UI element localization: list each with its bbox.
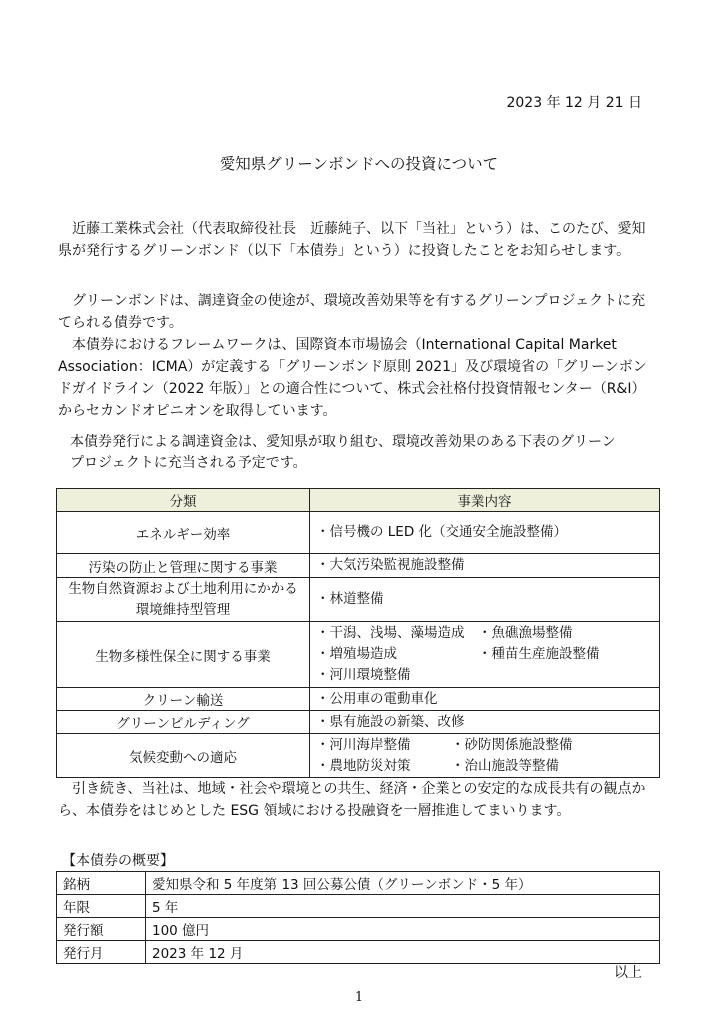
row-content: ・林道整備 (310, 578, 660, 622)
table-row (57, 918, 660, 941)
closing-mark: 以上 (614, 965, 642, 981)
row-category: クリーン輸送 (57, 688, 310, 711)
row-content: ・県有施設の新築、改修 (310, 711, 660, 734)
green-bond-definition-paragraph: グリーンボンドは、調達資金の使途が、環境改善効果等を有するグリーンプロジェクトに充てられる債券です。 (58, 293, 646, 331)
table-row (57, 622, 660, 688)
row-category: エネルギー効率 (57, 512, 310, 554)
framework-paragraph: 本債券におけるフレームワークは、国際資本市場協会（International Capital Market Association：ICMA）が定義する「グリーンボンド原則 2021」及び環境省の「グリーンボンドガイドライン（2022 年版）」との適合性について、株式会社格付投資情報センター（R&I）からセカンドオピニオンを取得しています。 (58, 337, 647, 419)
table-row (57, 941, 660, 964)
row-content: ・信号機の LED 化（交通安全施設整備） (310, 512, 660, 554)
table-header-row (57, 489, 660, 512)
table-row (57, 895, 660, 918)
table-row (57, 734, 660, 778)
overview-label: 発行月 (57, 941, 146, 964)
row-content: ・公用車の電動車化 (310, 688, 660, 711)
green-bond-section (58, 290, 656, 422)
overview-value: 100 億円 (146, 918, 660, 941)
row-category: 気候変動への適応 (57, 734, 310, 778)
table-row (57, 711, 660, 734)
table-row (57, 872, 660, 895)
row-content: ・河川海岸整備 ・砂防関係施設整備 ・農地防災対策 ・治山施設等整備 (310, 734, 660, 778)
row-content: ・大気汚染監視施設整備 (310, 554, 660, 578)
row-category: 生物多様性保全に関する事業 (57, 622, 310, 688)
intro-paragraph: 近藤工業株式会社（代表取締役社長 近藤純子、以下「当社」という）は、このたび、愛知県が発行するグリーンボンド（以下「本債券」という）に投資したことをお知らせします。 (58, 221, 646, 259)
table-row (57, 512, 660, 554)
row-category: グリーンビルディング (57, 711, 310, 734)
document-date: 2023 年 12 月 21 日 (506, 95, 642, 111)
table-row (57, 578, 660, 622)
document-title: 愛知県グリーンボンドへの投資について (219, 155, 499, 173)
overview-value: 愛知県令和 5 年度第 13 回公募公債（グリーンボンド・5 年） (146, 872, 660, 895)
bond-overview-table (56, 871, 660, 964)
green-projects-table (56, 488, 660, 778)
row-category: 汚染の防止と管理に関する事業 (57, 554, 310, 578)
overview-value: 5 年 (146, 895, 660, 918)
overview-value: 2023 年 12 月 (146, 941, 660, 964)
overview-label: 年限 (57, 895, 146, 918)
overview-title: 【本債券の概要】 (62, 853, 174, 869)
overview-label: 銘柄 (57, 872, 146, 895)
table-row (57, 688, 660, 711)
row-content: ・干潟、浅場、藻場造成 ・魚礁漁場整備 ・増殖場造成 ・種苗生産施設整備 ・河川環境整備 (310, 622, 660, 688)
closing-message-paragraph: 引き続き、当社は、地域・社会や環境との共生、経済・企業との安定的な成長共有の観点から、本債券をはじめとした ESG 領域における投融資を一層推進してまいります。 (58, 781, 646, 819)
overview-label: 発行額 (57, 918, 146, 941)
row-category: 生物自然資源および土地利用にかかる 環境維持型管理 (57, 578, 310, 622)
header-category: 分類 (57, 489, 310, 512)
header-content: 事業内容 (310, 489, 660, 512)
page-number: 1 (354, 990, 364, 1005)
table-row (57, 554, 660, 578)
allocation-paragraph: 本債券発行による調達資金は、愛知県が取り組む、環境改善効果のある下表のグリーン プロジェクトに充当される予定です。 (70, 434, 616, 471)
